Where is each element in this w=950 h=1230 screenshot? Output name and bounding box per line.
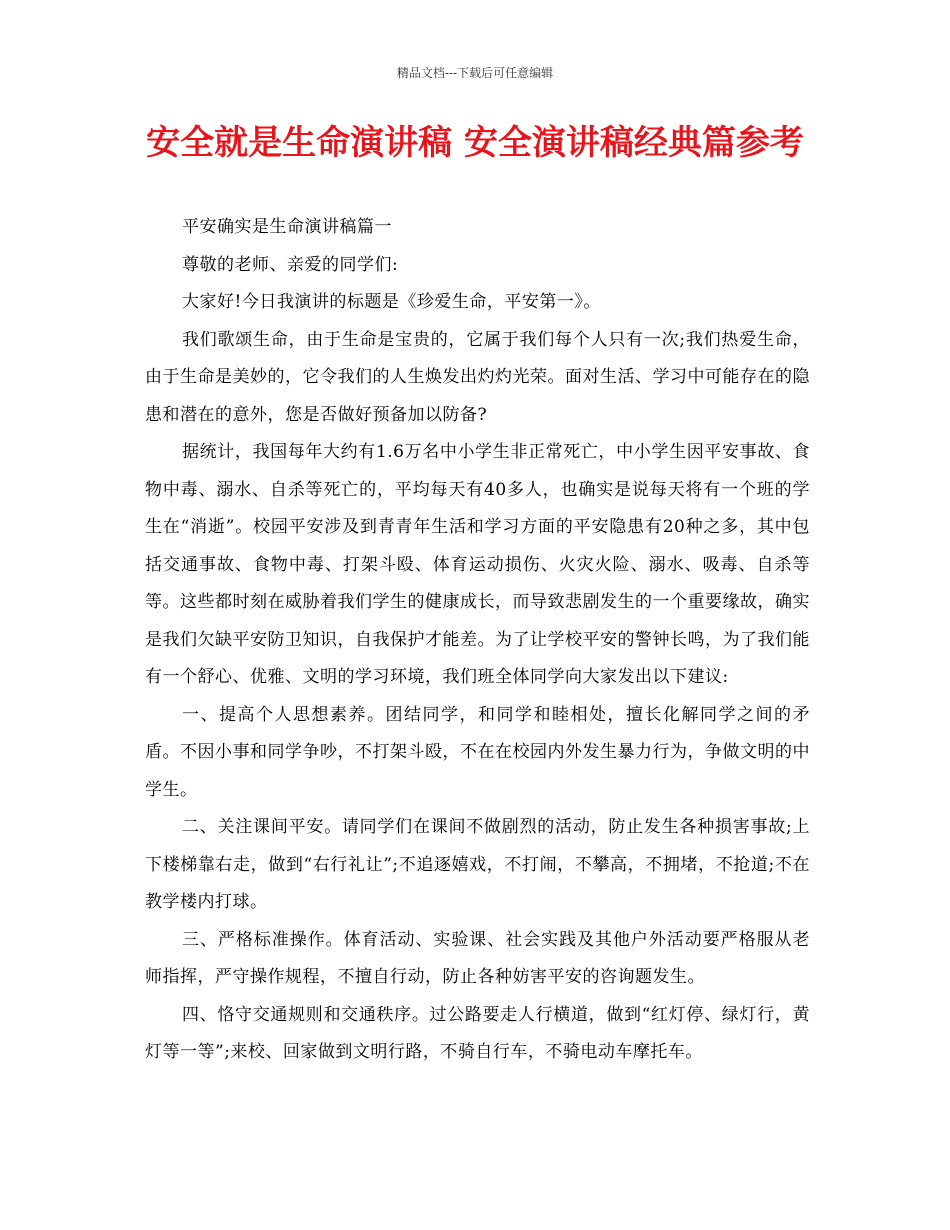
suggestion-paragraph: 一、提高个人思想素养。团结同学，和同学和睦相处，擅长化解同学之间的矛盾。不因小事和同学争吵，不打架斗殴，不在在校园内外发生暴力行为，争做文明的中学生。 <box>145 704 810 800</box>
page-header-note: 精品文档---下载后可任意编辑 <box>396 66 554 80</box>
document-title: 安全就是生命演讲稿 安全演讲稿经典篇参考 <box>146 123 804 163</box>
salutation: 尊敬的老师、亲爱的同学们: <box>182 254 399 275</box>
greeting-paragraph: 大家好!今日我演讲的标题是《珍爱生命，平安第一》。 <box>182 292 601 312</box>
section-heading: 平安确实是生命演讲稿篇一 <box>182 217 392 237</box>
suggestion-paragraph: 二、关注课间平安。请同学们在课间不做剧烈的活动，防止发生各种损害事故;上下楼梯靠右走，做到“右行礼让”;不追逐嬉戏，不打闹，不攀高，不拥堵，不抢道;不在教学楼内打球。 <box>145 817 810 912</box>
suggestion-paragraph: 三、严格标准操作。体育活动、实验课、社会实践及其他户外活动要严格服从老师指挥，严守操作规程，不擅自行动，防止各种妨害平安的咨询题发生。 <box>145 929 810 987</box>
body-paragraph: 据统计，我国每年大约有1.6万名中小学生非正常死亡，中小学生因平安事故、食物中毒、溺水、自杀等死亡的，平均每天有40多人，也确实是说每天将有一个班的学生在“消逝”。校园平安涉及到青青年生活和学习方面的平安隐患有20种之多，其中包括交通事故、食物中毒、打架斗殴、体育运动损伤、火灾火险、溺水、吸毒、自杀等等。这些都时刻在威胁着我们学生的健康成长，而导致悲剧发生的一个重要缘故，确实是我们欠缺平安防卫知识，自我保护才能差。为了让学校平安的警钟长鸣，为了我们能有一个舒心、优雅、文明的学习环境，我们班全体同学向大家发出以下建议: <box>145 442 810 687</box>
document-body <box>145 209 810 1072</box>
suggestion-paragraph: 四、恪守交通规则和交通秩序。过公路要走人行横道，做到“红灯停、绿灯行，黄灯等一等”;来校、回家做到文明行路，不骑自行车，不骑电动车摩托车。 <box>145 1004 810 1062</box>
body-paragraph: 我们歌颂生命，由于生命是宝贵的，它属于我们每个人只有一次;我们热爱生命，由于生命是美妙的，它令我们的人生焕发出灼灼光荣。面对生活、学习中可能存在的隐患和潜在的意外，您是否做好预备加以防备? <box>145 329 810 425</box>
